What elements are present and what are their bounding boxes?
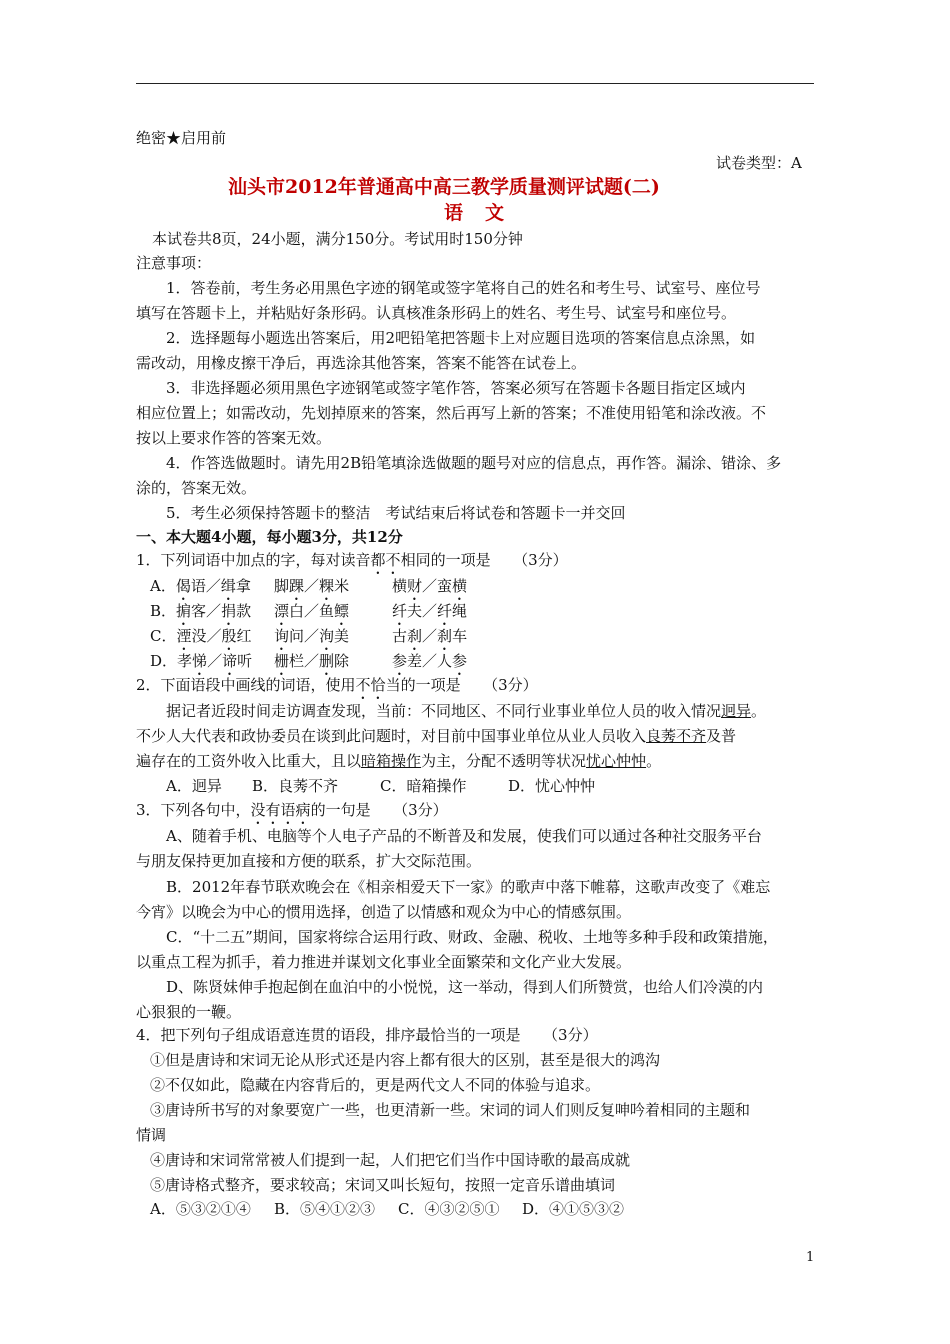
notice-4b: 涂的，答案无效。 [136,479,257,497]
notice-4a: 4．作答选做题时。请先用2B铅笔填涂选做题的题号对应的信息点，再作答。漏涂、错涂、多 [166,454,782,472]
q3-option-d-2: 心狠狠的一鞭。 [136,1003,242,1021]
q4-sentence-5: ⑤唐诗格式整齐，要求较高；宋词又叫长短句，按照一定音乐谱曲填词 [150,1176,616,1194]
q3-option-b-2: 今宵》以晚会为中心的惯用选择，创造了以情感和观众为中心的情感氛围。 [136,903,632,921]
notice-1b: 填写在答题卡上，并粘贴好条形码。认真核准条形码上的姓名、考生号、试室号和座位号。 [136,304,737,322]
q1-stem: 1．下列词语中加点的字，每对读音都不相同的一项是 （3分） [136,551,568,569]
q1-option-c: C．湮没／殷红 询问／洵美 古刹／刹车 [150,627,468,645]
q3-stem: 3．下列各句中，没有语病的一句是 （3分） [136,801,448,819]
notice-3b: 相应位置上；如需改动，先划掉原来的答案，然后再写上新的答案；不准使用铅笔和涂改液。不 [136,404,767,422]
q3-option-c-2: 以重点工程为抓手，着力推进并谋划文化事业全面繁荣和文化产业大发展。 [136,953,632,971]
notice-1a: 1．答卷前，考生务必用黑色字迹的钢笔或签字笔将自己的姓名和考生号、试室号、座位号 [166,279,761,297]
notice-5: 5．考生必须保持答题卡的整洁 考试结束后将试卷和答题卡一并交回 [166,504,626,522]
subject-title: 语文 [444,202,527,224]
section-1-heading: 一、本大题4小题，每小题3分，共12分 [136,528,403,546]
q2-passage-2: 不少人大代表和政协委员在谈到此问题时，对目前中国事业单位从业人员收入良莠不齐及普 [136,727,737,745]
notice-3a: 3．非选择题必须用黑色字迹钢笔或签字笔作答，答案必须写在答题卡各题目指定区域内 [166,379,746,397]
q4-options: A．⑤③②①④ B．⑤④①②③ C．④③②⑤① D．④①⑤③② [150,1200,625,1218]
q2-passage-3: 遍存在的工资外收入比重大，且以暗箱操作为主，分配不透明等状况忧心忡忡。 [136,752,662,770]
page-number: 1 [806,1250,815,1265]
q3-option-b-1: B．2012年春节联欢晚会在《相亲相爱天下一家》的歌声中落下帷幕，这歌声改变了《难忘 [166,878,771,896]
q3-option-a-2: 与朋友保持更加直接和方便的联系，扩大交际范围。 [136,852,482,870]
q4-sentence-3a: ③唐诗所书写的对象要宽广一些，也更清新一些。宋词的词人们则反复呻吟着相同的主题和 [150,1101,751,1119]
q1-option-b: B．掮客／捐款 漂白／鱼鳔 纤夫／纤绳 [150,602,468,620]
q2-stem: 2．下面语段中画线的词语，使用不恰当的一项是 （3分） [136,676,538,694]
q4-sentence-3b: 情调 [136,1126,167,1144]
q4-sentence-2: ②不仅如此，隐藏在内容背后的，更是两代文人不同的体验与追求。 [150,1076,601,1094]
page-title: 汕头市2012年普通高中高三教学质量测评试题(二) [228,176,660,198]
header-rule [136,83,814,84]
q2-passage-1: 据记者近段时间走访调查发现，当前：不同地区、不同行业事业单位人员的收入情况迥异。 [166,702,767,720]
secret-label: 绝密★启用前 [136,129,227,147]
notice-heading: 注意事项： [136,254,212,272]
notice-2a: 2．选择题每小题选出答案后，用2吧铅笔把答题卡上对应题目选项的答案信息点涂黑，如 [166,329,756,347]
q3-option-d-1: D、陈贤妹伸手抱起倒在血泊中的小悦悦，这一举动，得到人们所赞赏，也给人们冷漠的内 [166,978,764,996]
intro-text: 本试卷共8页，24小题，满分150分。考试用时150分钟 [152,230,523,248]
q4-sentence-4: ④唐诗和宋词常常被人们提到一起，人们把它们当作中国诗歌的最高成就 [150,1151,631,1169]
q4-sentence-1: ①但是唐诗和宋词无论从形式还是内容上都有很大的区别，甚至是很大的鸿沟 [150,1051,661,1069]
paper-type: 试卷类型：A [716,154,802,172]
q1-option-d: D．孝悌／谛听 栅栏／删除 参差／人参 [150,652,468,670]
q3-option-a-1: A、随着手机、电脑等个人电子产品的不断普及和发展，使我们可以通过各种社交服务平台 [166,827,762,845]
q2-options: A．迥异 B．良莠不齐 C．暗箱操作 D．忧心忡忡 [166,777,596,795]
q1-option-a: A．偈语／缉拿 脚踝／粿米 横财／蛮横 [150,577,468,595]
q4-stem: 4．把下列句子组成语意连贯的语段，排序最恰当的一项是 （3分） [136,1026,598,1044]
notice-3c: 按以上要求作答的答案无效。 [136,429,332,447]
notice-2b: 需改动，用橡皮擦干净后，再选涂其他答案，答案不能答在试卷上。 [136,354,587,372]
q3-option-c-1: C．“十二五”期间，国家将综合运用行政、财政、金融、税收、土地等多种手段和政策措施， [166,928,778,946]
